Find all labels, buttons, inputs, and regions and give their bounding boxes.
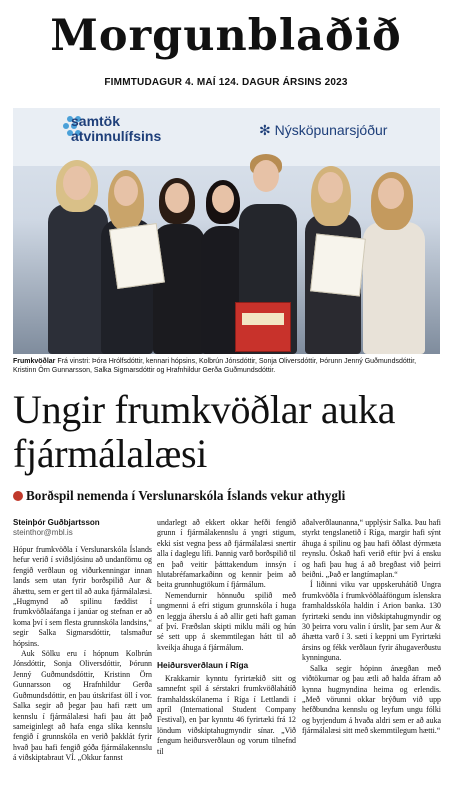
- person-7: [363, 222, 425, 354]
- paragraph: Nemendurnir hönnuðu spilið með ungmenni á efri stigum grunnskóla í huga en leggja áherslu á að allir geti haft gaman af því. Fræðslan skipti miklu máli og hún sé sett upp á skemmtilegan hátt til að kveikja áhuga á fjármálum.: [157, 590, 296, 652]
- byline-name: Steinþór Guðbjartsson: [13, 518, 100, 527]
- paragraph: Hópur frumkvöðla í Verslunarskóla Íslands hefur verið í sviðsljósinu að undanförnu og fengið verðlaun og viðurkenningar innan lands sem utan fyrir borðspilið Aur & áhættu, sem er gert til að auka fjármálalæsi. „Hugmynd að spilinu fæddist í frumkvöðlaáfanga í janúar og stefnan er að koma því í sem flesta grunnskóla landsins,“ segir Salka Sigmarsdóttir, talsmaður hópsins.: [13, 545, 152, 648]
- sa-logo-line2: atvinnulífsins: [71, 128, 162, 144]
- byline-email: steinthor@mbl.is: [13, 528, 73, 537]
- dateline: FIMMTUDAGUR 4. MAÍ 124. DAGUR ÁRSINS 2023: [104, 77, 348, 88]
- article-column-1: [13, 518, 152, 764]
- person-3: [153, 224, 205, 354]
- article-column-3: [302, 518, 441, 737]
- board-game-box: [235, 302, 291, 352]
- paragraph: Auk Sölku eru í hópnum Kolbrún Jónsdóttir, Sonja Oliversdóttir, Þórunn Jenný Guðmundsdóttir, Kristinn Örn Gunnarsson og Hrafnhildur Gerða Guðmundsdóttir, en þau útskrifast öll í vor. Salka segir að þegar þau hafi rætt um kennslu í fjármálalæsi hafi þau átt það sameiginlegt að hafa enga slíka kennslu fengið í grunnskóla en verið þakklát fyrir hvað þau hafi fengið góða fjármálakennslu á viðskiptabraut VÍ. „Okkur fannst: [13, 649, 152, 763]
- nyskopunarsjodur-logo: ✻ Nýsköpunarsjóður: [259, 122, 388, 138]
- section-heading: Heiðursverðlaun í Ríga: [157, 660, 249, 671]
- subheadline-text: Borðspil nemenda í Verslunarskóla Íslands vekur athygli: [26, 488, 346, 503]
- person-1: [48, 204, 108, 354]
- caption-lead: Frumkvöðlar: [13, 358, 56, 365]
- byline: [13, 518, 152, 538]
- photo-caption: [13, 357, 440, 375]
- paragraph: undarlegt að ekkert okkar hefði fengið grunn í fjármálakennslu á yngri stigum, ekki síst vegna þess að fjármálalæsi snertir alla í daglegu lífi. Þannig varð borðspilið til en það veitir þátttakendum innsýn í hlutabréfamarkaðinn og kennir þeim að beita grunnhugtökum í fjármálum.: [157, 518, 296, 590]
- subheadline: [13, 488, 452, 504]
- paragraph: aðalverðlaunanna,“ upplýsir Salka. Þau hafi styrkt tengslanetið í Ríga, margir hafi sýnt áhuga á spilinu og þau hafi öðlast dýrmæta reynslu. Óskað hafi verið eftir því á ensku og hafi þau hug á að bregðast við þeirri beiðni. „Það er langtímaplan.“: [302, 518, 441, 580]
- sa-logo-line1: samtök: [71, 113, 121, 129]
- sa-logo: [71, 114, 161, 144]
- people-group: [13, 148, 440, 354]
- certificate-right: [310, 234, 366, 297]
- group-photo: [13, 108, 440, 354]
- caption-text: Frá vinstri: Þóra Hrólfsdóttir, kennari hópsins, Kolbrún Jónsdóttir, Sonja Oliversdóttir, Þórunn Jenný Guðmundsdóttir, Kristinn Örn Gunnarsson, Salka Sigmarsdóttir og Hrafnhildur Gerða Guðmundsdóttir.: [13, 358, 417, 374]
- article-column-2: [157, 518, 296, 757]
- masthead: Morgunblaðið: [50, 11, 402, 61]
- bullet-icon: [13, 491, 23, 501]
- paragraph: Krakkarnir kynntu fyrirtækið sitt og samnefnt spil á sérstakri frumkvöðlahátíð framhaldsskólanema í Ríga í Lettlandi í apríl (International Student Company Festival), en þar kynntu 46 fyrirtæki frá 12 löndum viðskiptahugmyndir sínar. „Við fengum heiðursverðlaun og vorum tilnefnd til: [157, 673, 296, 756]
- paragraph: Salka segir hópinn ánægðan með viðtökurnar og þau ætli að halda áfram að kynna hugmyndina heima og erlendis. „Með vörunni okkar brýðum við upp hefðbundna kennslu og leyfum ungu fólki og byrjendum á hvaða aldri sem er að auka fjármálalæsi sitt með skemmtilegum hætti.“: [302, 663, 441, 736]
- paragraph: Í liðinni viku var uppskeruhátíð Ungra frumkvöðla í frumkvöðlaáföngum íslenskra framhaldsskóla haldin í Arion banka. 130 fyrirtæki sendu inn viðskiptahugmyndir og 30 þeirra voru valin í úrslit, þar sem Aur & áhætta varð í 3. sæti í keppni um Fyrirtæki ársins og fékk verðlaun fyrir áhugaverðustu kynninguna.: [302, 580, 441, 663]
- headline: Ungir frumkvöðlar auka fjármálalæsi: [13, 387, 396, 476]
- certificate-left: [109, 223, 165, 289]
